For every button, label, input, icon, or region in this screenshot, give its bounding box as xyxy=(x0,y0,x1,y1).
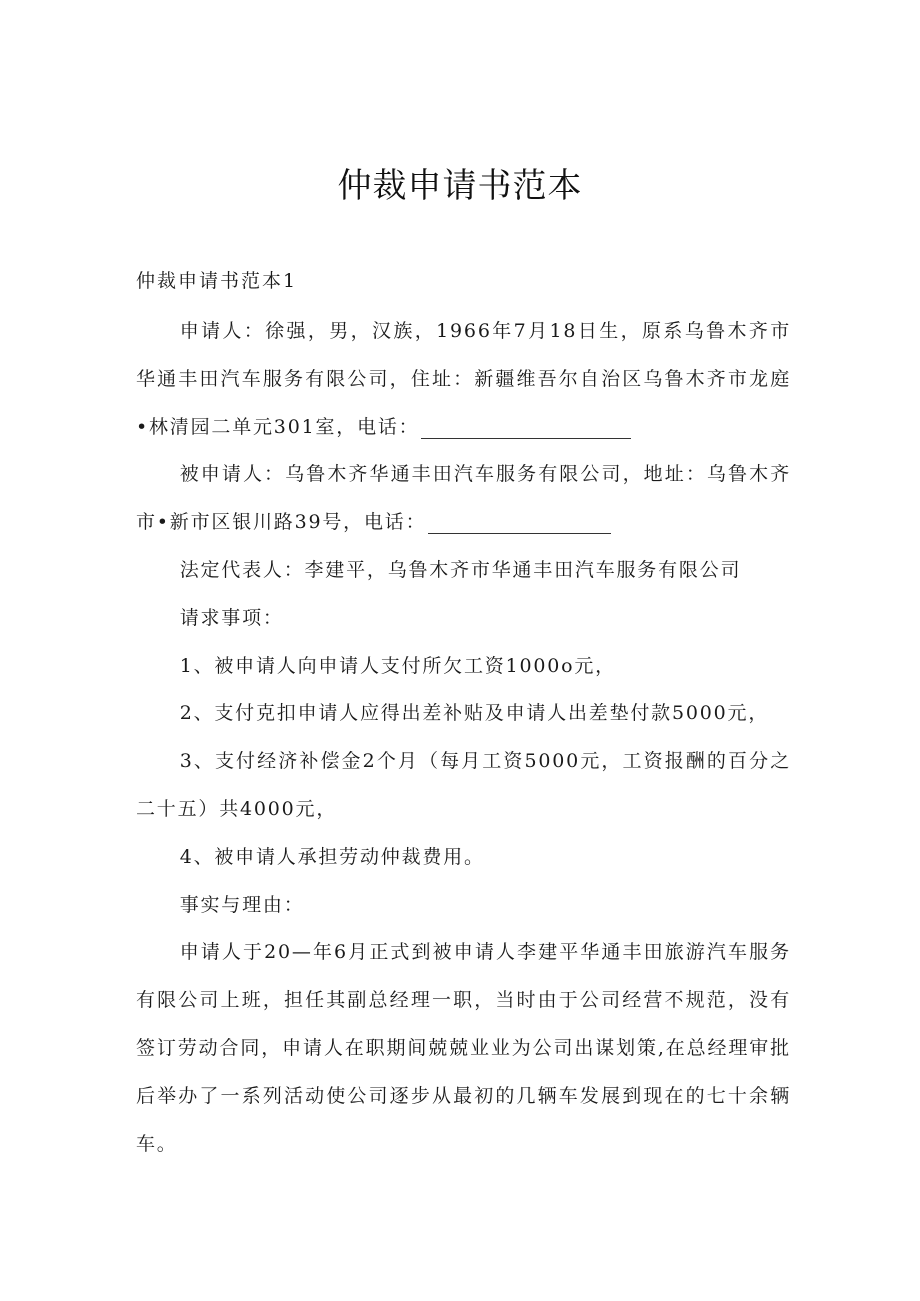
respondent-phone-blank xyxy=(428,507,611,534)
facts-heading: 事实与理由： xyxy=(179,893,305,916)
respondent-paragraph xyxy=(136,451,791,547)
claim-item: 4、被申请人承担劳动仲裁费用。 xyxy=(179,845,485,868)
applicant-paragraph xyxy=(136,308,791,451)
applicant-text: 申请人：徐强，男，汉族，1966年7月18日生，原系乌鲁木齐市华通丰田汽车服务有限公司，住址：新疆维吾尔自治区乌鲁木齐市龙庭•林清园二单元301室，电话： xyxy=(136,320,791,438)
respondent-text: 被申请人：乌鲁木齐华通丰田汽车服务有限公司，地址：乌鲁木齐市•新市区银川路39号，电话： xyxy=(136,463,791,534)
document-subtitle: 仲裁申请书范本1 xyxy=(136,270,298,292)
document-body xyxy=(136,308,791,1168)
applicant-phone-blank xyxy=(421,412,631,439)
claim-item: 2、支付克扣申请人应得出差补贴及申请人出差垫付款5000元， xyxy=(179,702,770,725)
claim-item: 3、支付经济补偿金2个月（每月工资5000元，工资报酬的百分之二十五）共4000元， xyxy=(136,750,791,820)
claims-heading: 请求事项： xyxy=(179,606,284,629)
document-title: 仲裁申请书范本 xyxy=(337,166,583,206)
legal-rep-paragraph: 法定代表人：李建平，乌鲁木齐市华通丰田汽车服务有限公司 xyxy=(179,558,742,581)
claim-item: 1、被申请人向申请人支付所欠工资1000o元， xyxy=(179,654,616,677)
facts-paragraph: 申请人于20—年6月正式到被申请人李建平华通丰田旅游汽车服务有限公司上班，担任其副总经理一职，当时由于公司经营不规范，没有签订劳动合同，申请人在职期间兢兢业业为公司出谋划策,在总经理审批后举办了一系列活动使公司逐步从最初的几辆车发展到现在的七十余辆车。 xyxy=(136,941,791,1155)
